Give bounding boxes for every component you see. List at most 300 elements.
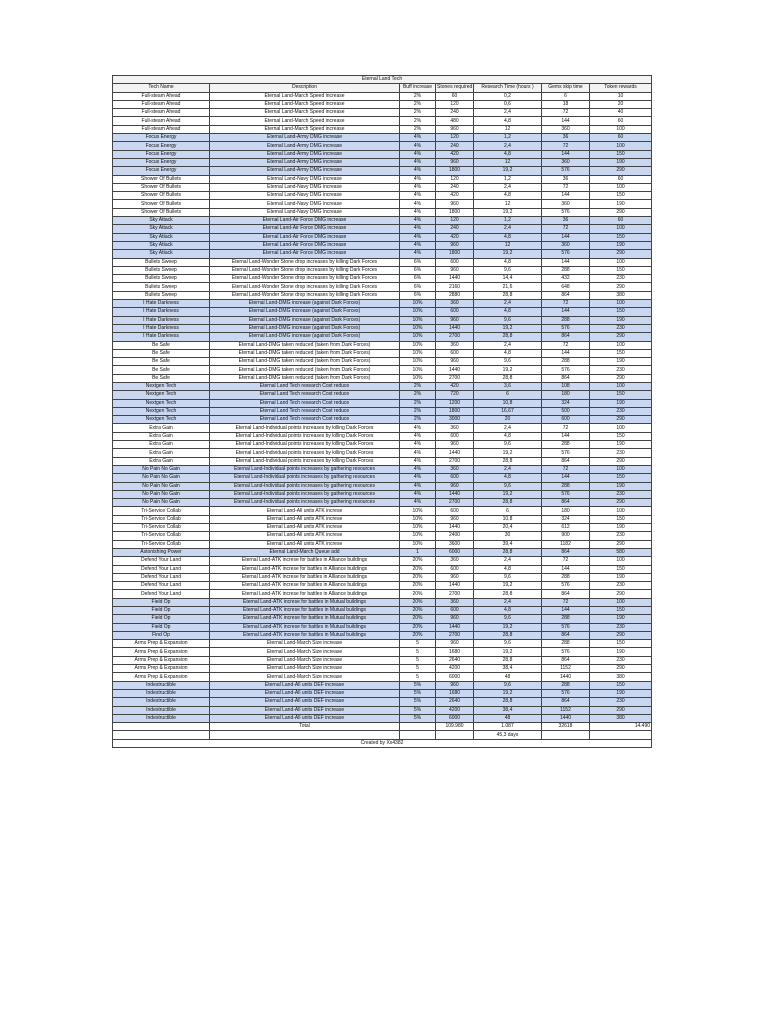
research-time-cell: 16,67 [474,407,542,415]
tech-name-cell: Be Safe [113,358,210,366]
table-row [113,225,652,233]
table-row [113,142,652,150]
table-row [113,524,652,532]
tokens-cell: 150 [590,233,652,241]
description-cell: Eternal Land-DMG increase (against Dark Forces) [210,308,400,316]
gems-cell: 6 [542,92,590,100]
tech-name-cell: Field Op [113,615,210,623]
table-row [113,457,652,465]
tech-name-cell: Sky Attack [113,233,210,241]
tech-name-cell: Tri-Service Collab [113,540,210,548]
tokens-cell: 100 [590,465,652,473]
tokens-cell: 230 [590,532,652,540]
buff-cell: 6% [400,291,436,299]
header-gems-skip-time: Gems skip time [542,84,590,92]
gems-cell: 576 [542,449,590,457]
table-row [113,673,652,681]
buff-cell: 2% [400,382,436,390]
table-row [113,432,652,440]
table-title: Eternal Land Tech [113,76,652,84]
stones-cell: 1440 [436,582,474,590]
stones-cell: 360 [436,465,474,473]
stones-cell: 960 [436,681,474,689]
stones-cell: 960 [436,640,474,648]
table-row [113,648,652,656]
tech-name-cell: Sky Attack [113,241,210,249]
research-time-cell: 19,2 [474,689,542,697]
tech-name-cell: Nextgen Tech [113,382,210,390]
tech-name-cell: Bullets Sweep [113,266,210,274]
totals-label: Total [210,723,400,731]
tokens-cell: 100 [590,258,652,266]
description-cell: Eternal Land-All units ATK increse [210,507,400,515]
tech-name-cell: Full-steam Ahead [113,117,210,125]
stones-cell: 2160 [436,283,474,291]
gems-cell: 576 [542,689,590,697]
buff-cell: 5 [400,665,436,673]
tokens-cell: 100 [590,125,652,133]
footer-row [113,739,652,747]
stones-cell: 240 [436,142,474,150]
tokens-cell: 190 [590,648,652,656]
buff-cell: 2% [400,117,436,125]
description-cell: Eternal Land-March Size increase [210,673,400,681]
stones-cell: 960 [436,482,474,490]
gems-cell: 72 [542,142,590,150]
description-cell: Eternal Land-DMG increase (against Dark Forces) [210,324,400,332]
tokens-cell: 100 [590,183,652,191]
tech-name-cell: Arms Prep & Expansion [113,648,210,656]
tech-name-cell: Focus Energy [113,167,210,175]
tokens-cell: 230 [590,407,652,415]
buff-cell: 2% [400,125,436,133]
research-time-cell: 4,8 [474,565,542,573]
tokens-cell: 150 [590,432,652,440]
research-time-cell: 4,8 [474,258,542,266]
tokens-cell: 290 [590,333,652,341]
gems-cell: 864 [542,333,590,341]
footer-credit: Created by Xx4382 [113,739,652,747]
research-time-cell: 4,8 [474,349,542,357]
tech-name-cell: Focus Energy [113,134,210,142]
tech-name-cell: I Hate Darkness [113,316,210,324]
tech-name-cell: Focus Energy [113,150,210,158]
description-cell: Eternal Land-March Speed increase [210,117,400,125]
tech-name-cell: Field Op [113,623,210,631]
stones-cell: 6000 [436,714,474,722]
research-time-cell: 3,6 [474,382,542,390]
tech-name-cell: Defend Your Land [113,573,210,581]
tokens-cell: 60 [590,117,652,125]
buff-cell: 10% [400,540,436,548]
tokens-cell: 60 [590,175,652,183]
gems-cell: 432 [542,275,590,283]
description-cell: Eternal Land Tech research Cost reduce [210,391,400,399]
table-row [113,366,652,374]
table-row [113,266,652,274]
stones-cell: 960 [436,573,474,581]
stones-cell: 2700 [436,590,474,598]
stones-cell: 2700 [436,457,474,465]
research-time-cell: 2,4 [474,557,542,565]
buff-cell: 1 [400,548,436,556]
research-time-cell: 28,8 [474,499,542,507]
description-cell: Eternal Land-Individual points increases by killing Dark Forces [210,432,400,440]
gems-cell: 576 [542,250,590,258]
research-time-cell: 28,8 [474,698,542,706]
table-row [113,681,652,689]
stones-cell: 1440 [436,324,474,332]
stones-cell: 960 [436,515,474,523]
buff-cell: 5% [400,689,436,697]
stones-cell: 1800 [436,167,474,175]
tokens-cell: 60 [590,134,652,142]
description-cell: Eternal Land-ATK increse for battles in Alliance buildings [210,573,400,581]
gems-cell: 36 [542,175,590,183]
research-time-cell: 10,8 [474,515,542,523]
tech-name-cell: Arms Prep & Expansion [113,656,210,664]
stones-cell: 1440 [436,449,474,457]
buff-cell: 20% [400,590,436,598]
buff-cell: 4% [400,158,436,166]
table-row [113,665,652,673]
research-time-cell: 30 [474,532,542,540]
table-row [113,349,652,357]
header-token-rewards: Token rewards [590,84,652,92]
gems-cell: 288 [542,316,590,324]
stones-cell: 6000 [436,673,474,681]
tokens-cell: 150 [590,515,652,523]
tokens-cell: 150 [590,192,652,200]
gems-cell: 18 [542,100,590,108]
stones-cell: 120 [436,134,474,142]
tokens-cell: 190 [590,573,652,581]
tokens-cell: 190 [590,200,652,208]
buff-cell: 4% [400,150,436,158]
description-cell: Eternal Land-March Queue add [210,548,400,556]
buff-cell: 2% [400,391,436,399]
gems-cell: 144 [542,565,590,573]
gems-cell: 576 [542,324,590,332]
research-time-cell: 19,2 [474,490,542,498]
table-row [113,507,652,515]
tokens-cell: 190 [590,524,652,532]
stones-cell: 1440 [436,623,474,631]
buff-cell: 4% [400,474,436,482]
gems-cell: 72 [542,424,590,432]
table-row [113,441,652,449]
tech-name-cell: Nextgen Tech [113,391,210,399]
buff-cell: 4% [400,200,436,208]
stones-cell: 600 [436,308,474,316]
stones-cell: 3600 [436,540,474,548]
gems-cell: 324 [542,515,590,523]
research-time-cell: 12 [474,241,542,249]
table-row [113,515,652,523]
buff-cell: 6% [400,258,436,266]
tech-name-cell: Extra Gain [113,432,210,440]
research-time-cell: 2,4 [474,142,542,150]
buff-cell: 10% [400,341,436,349]
stones-cell: 2700 [436,499,474,507]
gems-cell: 72 [542,300,590,308]
totals-tokens: 14.490 [590,723,652,731]
research-time-cell: 28,8 [474,548,542,556]
tokens-cell: 10 [590,92,652,100]
tokens-cell: 150 [590,607,652,615]
stones-cell: 2700 [436,374,474,382]
research-time-cell: 2,4 [474,225,542,233]
tech-name-cell: Shower Of Bullets [113,183,210,191]
tokens-cell: 190 [590,441,652,449]
totals-time: 1.087 [474,723,542,731]
buff-cell: 4% [400,457,436,465]
stones-cell: 240 [436,225,474,233]
gems-cell: 576 [542,490,590,498]
gems-cell: 144 [542,258,590,266]
stones-cell: 960 [436,358,474,366]
buff-cell: 4% [400,449,436,457]
tokens-cell: 100 [590,225,652,233]
description-cell: Eternal Land-March Speed increase [210,125,400,133]
description-cell: Eternal Land-Air Force DMG increase [210,233,400,241]
header-tech-name: Tech Name [113,84,210,92]
description-cell: Eternal Land-DMG increase (against Dark Forces) [210,300,400,308]
description-cell: Eternal Land-Individual points increases by killing Dark Forces [210,449,400,457]
research-time-cell: 9,6 [474,573,542,581]
gems-cell: 288 [542,681,590,689]
tokens-cell: 290 [590,665,652,673]
table-row [113,192,652,200]
stones-cell: 600 [436,258,474,266]
tech-name-cell: Shower Of Bullets [113,208,210,216]
research-time-cell: 19,2 [474,167,542,175]
table-row [113,607,652,615]
stones-cell: 960 [436,200,474,208]
tech-name-cell: Full-steam Ahead [113,92,210,100]
stones-cell: 360 [436,341,474,349]
buff-cell: 2% [400,407,436,415]
tokens-cell: 150 [590,474,652,482]
gems-cell: 360 [542,158,590,166]
tech-name-cell: Bullets Sweep [113,291,210,299]
table-body [113,92,652,723]
description-cell: Eternal Land-Army DMG increase [210,134,400,142]
gems-cell: 180 [542,507,590,515]
description-cell: Eternal Land-All units ATK increse [210,515,400,523]
stones-cell: 120 [436,175,474,183]
description-cell: Eternal Land-ATK increse for battles in Alliance buildings [210,557,400,565]
table-row [113,714,652,722]
tech-name-cell: Shower Of Bullets [113,200,210,208]
research-time-cell: 28,8 [474,374,542,382]
description-cell: Eternal Land-Individual points increases by gathering resources [210,482,400,490]
research-time-cell: 19,2 [474,648,542,656]
research-time-cell: 4,8 [474,150,542,158]
research-time-cell: 4,8 [474,607,542,615]
tokens-cell: 190 [590,482,652,490]
gems-cell: 500 [542,407,590,415]
research-time-cell: 4,8 [474,117,542,125]
buff-cell: 20% [400,607,436,615]
tokens-cell: 100 [590,341,652,349]
table-row [113,656,652,664]
buff-cell: 20% [400,557,436,565]
tech-name-cell: Tri-Service Collab [113,507,210,515]
header-research-time: Research Time (hours ) [474,84,542,92]
table-row [113,100,652,108]
research-time-cell: 19,2 [474,324,542,332]
buff-cell: 2% [400,100,436,108]
buff-cell: 2% [400,92,436,100]
research-time-cell: 12 [474,200,542,208]
days-empty-cell [436,731,474,739]
stones-cell: 2640 [436,656,474,664]
gems-cell: 288 [542,573,590,581]
tokens-cell: 100 [590,300,652,308]
tokens-cell: 150 [590,391,652,399]
tokens-cell: 230 [590,275,652,283]
stones-cell: 360 [436,300,474,308]
research-time-cell: 19,2 [474,449,542,457]
buff-cell: 10% [400,532,436,540]
gems-cell: 864 [542,374,590,382]
description-cell: Eternal Land-Air Force DMG increase [210,225,400,233]
table-row [113,540,652,548]
gems-cell: 288 [542,640,590,648]
buff-cell: 10% [400,324,436,332]
research-time-cell: 19,2 [474,623,542,631]
gems-cell: 576 [542,208,590,216]
buff-cell: 4% [400,208,436,216]
tech-name-cell: No Pain No Gain [113,465,210,473]
table-row [113,250,652,258]
buff-cell: 4% [400,175,436,183]
stones-cell: 240 [436,183,474,191]
research-time-cell: 28,8 [474,333,542,341]
research-time-cell: 1,2 [474,134,542,142]
stones-cell: 600 [436,432,474,440]
tech-name-cell: Defend Your Land [113,582,210,590]
research-time-cell: 48 [474,673,542,681]
buff-cell: 20% [400,573,436,581]
description-cell: Eternal Land-Air Force DMG increase [210,217,400,225]
buff-cell: 6% [400,266,436,274]
buff-cell: 2% [400,109,436,117]
buff-cell: 10% [400,515,436,523]
description-cell: Eternal Land-Individual points increases by killing Dark Forces [210,441,400,449]
table-row [113,275,652,283]
tech-name-cell: Defend Your Land [113,590,210,598]
description-cell: Eternal Land-DMG taken reduced (taken from Dark Forces) [210,358,400,366]
research-time-cell: 19,2 [474,582,542,590]
stones-cell: 1800 [436,208,474,216]
stones-cell: 1200 [436,399,474,407]
tokens-cell: 190 [590,158,652,166]
stones-cell: 1440 [436,524,474,532]
description-cell: Eternal Land-Navy DMG increase [210,175,400,183]
description-cell: Eternal Land-All units DEF increase [210,714,400,722]
gems-cell: 864 [542,291,590,299]
description-cell: Eternal Land-Army DMG increase [210,142,400,150]
totals-stones: 109.980 [436,723,474,731]
buff-cell: 10% [400,507,436,515]
gems-cell: 1152 [542,706,590,714]
buff-cell: 20% [400,582,436,590]
stones-cell: 4200 [436,665,474,673]
research-time-cell: 4,8 [474,192,542,200]
description-cell: Eternal Land-DMG taken reduced (taken from Dark Forces) [210,374,400,382]
tokens-cell: 190 [590,399,652,407]
gems-cell: 576 [542,623,590,631]
table-row [113,316,652,324]
tokens-cell: 290 [590,416,652,424]
tokens-cell: 290 [590,167,652,175]
table-row [113,465,652,473]
table-row [113,117,652,125]
research-time-cell: 2,4 [474,109,542,117]
gems-cell: 72 [542,341,590,349]
research-time-cell: 19,2 [474,366,542,374]
tech-name-cell: Arms Prep & Expansion [113,673,210,681]
buff-cell: 5 [400,648,436,656]
tokens-cell: 150 [590,640,652,648]
gems-cell: 648 [542,283,590,291]
description-cell: Eternal Land Tech research Cost reduce [210,416,400,424]
buff-cell: 4% [400,241,436,249]
research-time-cell: 9,6 [474,615,542,623]
stones-cell: 960 [436,158,474,166]
research-time-cell: 9,6 [474,266,542,274]
tokens-cell: 190 [590,615,652,623]
table-row [113,698,652,706]
research-time-cell: 9,6 [474,358,542,366]
buff-cell: 20% [400,565,436,573]
tech-name-cell: Be Safe [113,341,210,349]
tech-name-cell: Arms Prep & Expansion [113,665,210,673]
research-time-cell: 28,8 [474,590,542,598]
totals-empty-cell [400,723,436,731]
stones-cell: 6000 [436,548,474,556]
buff-cell: 2% [400,399,436,407]
tokens-cell: 580 [590,548,652,556]
description-cell: Eternal Land-ATK increse for battles in Mutual buildings [210,615,400,623]
stones-cell: 2700 [436,333,474,341]
description-cell: Eternal Land-ATK increse for battles in Mutual buildings [210,623,400,631]
buff-cell: 4% [400,225,436,233]
research-time-cell: 12 [474,158,542,166]
research-time-cell: 12 [474,125,542,133]
tech-name-cell: Sky Attack [113,250,210,258]
gems-cell: 612 [542,524,590,532]
tech-name-cell: No Pain No Gain [113,499,210,507]
gems-cell: 72 [542,183,590,191]
buff-cell: 10% [400,366,436,374]
research-time-cell: 6 [474,391,542,399]
table-row [113,482,652,490]
table-row [113,125,652,133]
description-cell: Eternal Land-ATK increse for battles in Mutual buildings [210,607,400,615]
buff-cell: 4% [400,499,436,507]
table-row [113,150,652,158]
tokens-cell: 290 [590,283,652,291]
description-cell: Eternal Land-Army DMG increase [210,167,400,175]
gems-cell: 144 [542,607,590,615]
tokens-cell: 290 [590,499,652,507]
research-time-cell: 38,4 [474,706,542,714]
buff-cell: 2% [400,416,436,424]
gems-cell: 144 [542,308,590,316]
